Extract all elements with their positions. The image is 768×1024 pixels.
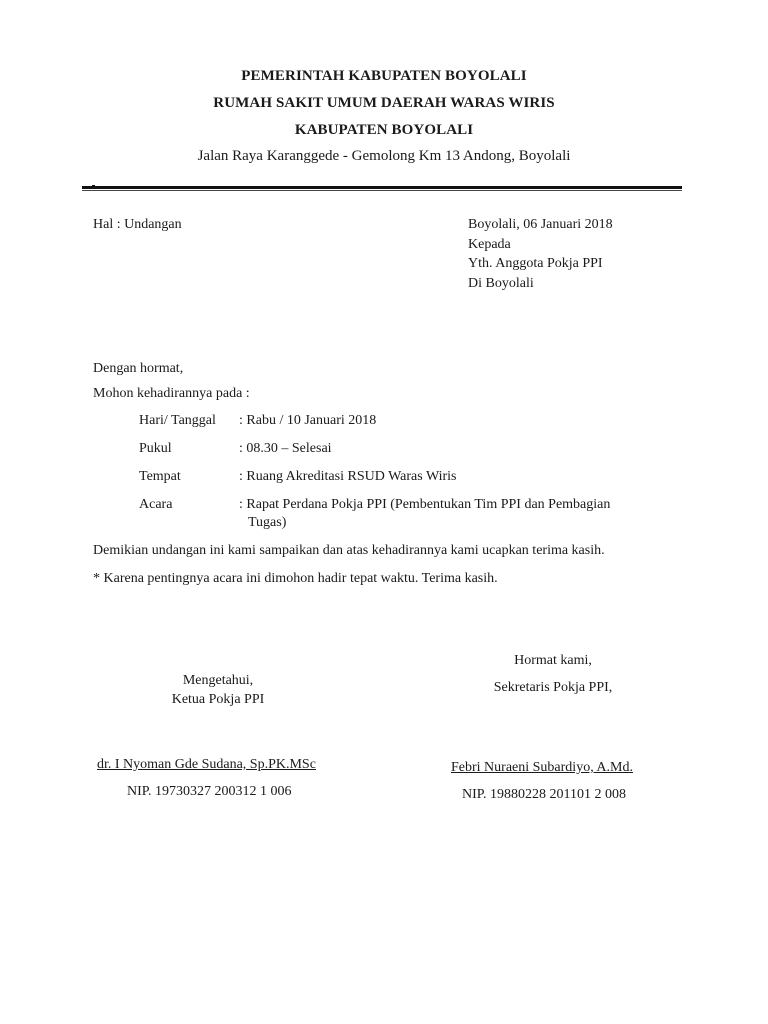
sign-right-title: Sekretaris Pokja PPI, bbox=[493, 680, 613, 695]
greeting: Dengan hormat, bbox=[93, 361, 184, 376]
recipient-to: Kepada bbox=[468, 237, 511, 252]
recipient-name: Yth. Anggota Pokja PPI bbox=[468, 256, 603, 271]
detail-value-date: : Rabu / 10 Januari 2018 bbox=[239, 413, 377, 428]
detail-value-agenda: : Rapat Perdana Pokja PPI (Pembentukan Tim PPI dan Pembagian bbox=[239, 497, 611, 512]
rule-mark bbox=[92, 185, 95, 189]
detail-value-place: : Ruang Akreditasi RSUD Waras Wiris bbox=[239, 469, 457, 484]
subject-line: Hal : Undangan bbox=[93, 217, 182, 232]
closing-line: Demikian undangan ini kami sampaikan dan atas kehadirannya kami ucapkan terima kasih. bbox=[93, 543, 605, 558]
letterhead-hospital: RUMAH SAKIT UMUM DAERAH WARAS WIRIS bbox=[213, 95, 555, 111]
header-rule-thin bbox=[82, 190, 682, 191]
detail-label-date: Hari/ Tanggal bbox=[139, 413, 216, 428]
sign-right-nip: NIP. 19880228 201101 2 008 bbox=[462, 787, 626, 802]
recipient-place: Di Boyolali bbox=[468, 276, 534, 291]
sign-left-acknowledge: Mengetahui, bbox=[182, 673, 254, 688]
sign-right-name: Febri Nuraeni Subardiyo, A.Md. bbox=[451, 760, 633, 775]
note-line: * Karena pentingnya acara ini dimohon hadir tepat waktu. Terima kasih. bbox=[93, 571, 498, 586]
letter-date: Boyolali, 06 Januari 2018 bbox=[468, 217, 613, 232]
letterhead-government: PEMERINTAH KABUPATEN BOYOLALI bbox=[241, 68, 527, 84]
sign-left-nip: NIP. 19730327 200312 1 006 bbox=[127, 784, 292, 799]
detail-value-agenda-cont: Tugas) bbox=[248, 515, 287, 530]
detail-value-time: : 08.30 – Selesai bbox=[239, 441, 332, 456]
header-rule-thick bbox=[82, 186, 682, 189]
detail-label-agenda: Acara bbox=[139, 497, 173, 512]
sign-left-title: Ketua Pokja PPI bbox=[171, 692, 265, 707]
letterhead-address: Jalan Raya Karanggede - Gemolong Km 13 Andong, Boyolali bbox=[197, 148, 571, 164]
sign-left-name: dr. I Nyoman Gde Sudana, Sp.PK.MSc bbox=[97, 757, 316, 772]
intro-line: Mohon kehadirannya pada : bbox=[93, 386, 250, 401]
letterhead-regency: KABUPATEN BOYOLALI bbox=[294, 122, 474, 138]
detail-label-place: Tempat bbox=[139, 469, 181, 484]
detail-label-time: Pukul bbox=[139, 441, 172, 456]
sign-right-regards: Hormat kami, bbox=[514, 653, 592, 668]
